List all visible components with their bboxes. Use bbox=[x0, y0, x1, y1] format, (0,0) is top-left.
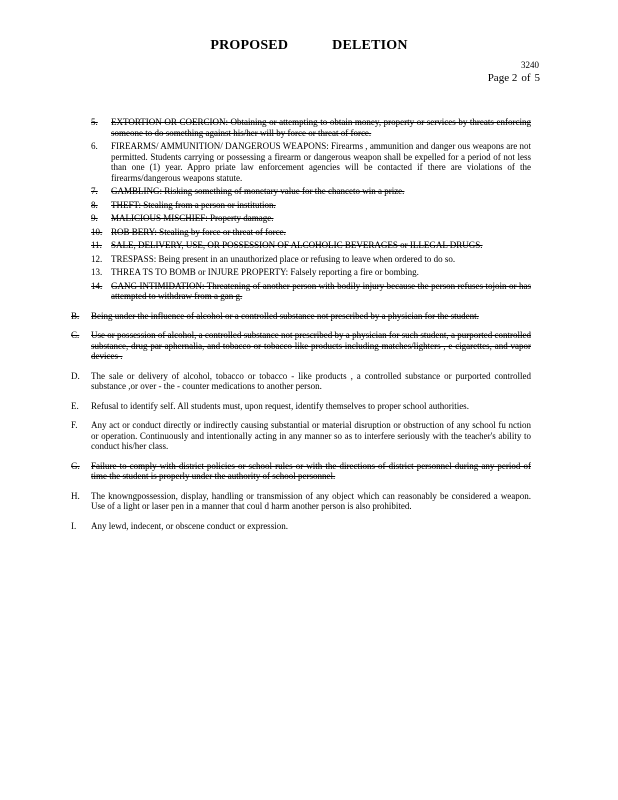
list-item-text: GANG INTIMIDATION: Threatening of another person with bodily injury because the person refuses tojoin or has attempted to withdraw from a gan g. bbox=[111, 280, 531, 301]
page-of: of bbox=[521, 72, 531, 84]
list-item-text: The knowngpossession, display, handling or transmission of any object which can reasonably be considered a weapon. Use of a light or laser pen in a manner that coul d harm another person is also prohibited. bbox=[91, 490, 531, 511]
list-item-text: THREA TS TO BOMB or INJURE PROPERTY: Falsely reporting a fire or bombing. bbox=[111, 267, 419, 277]
list-item-label: 14. bbox=[91, 280, 103, 291]
list-item bbox=[71, 371, 531, 392]
list-item-text: Refusal to identify self. All students must, upon request, identify themselves to proper school authorities. bbox=[91, 400, 469, 411]
list-item-label: 12. bbox=[91, 253, 103, 264]
list-item bbox=[91, 227, 531, 238]
list-item bbox=[91, 141, 531, 183]
list-item-text: Use or possession of alcohol, a controlled substance not prescribed by a physician for such student, a purported controlled substance, drug par aphernalia, and tobacco or tobacco like products including matches/lighters , e cigarettes, and vapor devices . bbox=[91, 330, 531, 361]
page-number bbox=[488, 72, 540, 84]
list-item-label: B. bbox=[71, 310, 80, 321]
list-item-label: 7. bbox=[91, 186, 98, 196]
list-item-label: 13. bbox=[91, 267, 103, 277]
list-item-label: I. bbox=[71, 520, 77, 531]
list-item bbox=[71, 461, 531, 482]
list-item-label: G. bbox=[71, 460, 80, 471]
list-item bbox=[71, 491, 531, 512]
list-item-label: D. bbox=[71, 370, 80, 381]
list-item bbox=[91, 200, 531, 211]
list-item-label: 5. bbox=[91, 117, 98, 127]
list-item-text: Being under the influence of alcohol or a controlled substance not prescribed by a physician for the student. bbox=[91, 310, 479, 321]
list-item bbox=[71, 311, 531, 322]
list-item bbox=[71, 420, 531, 452]
policy-list bbox=[71, 117, 531, 534]
list-item bbox=[91, 281, 531, 302]
list-item-label: 11. bbox=[91, 240, 102, 250]
list-item-text: Any act or conduct directly or indirectly causing substantial or material disruption or obstruction of any school fu nction or operation. Continuously and intentionally acting in any manner so as to interfere seriously with the teacher's ability to conduct his/her class. bbox=[91, 420, 531, 451]
list-item bbox=[91, 267, 531, 278]
title-word-proposed: PROPOSED bbox=[210, 38, 289, 53]
list-item-label: H. bbox=[71, 490, 80, 501]
list-item bbox=[71, 401, 531, 412]
list-item-text: MALICIOUS MISCHIEF: Property damage. bbox=[111, 213, 274, 223]
list-item-label: E. bbox=[71, 400, 79, 411]
list-item-label: C. bbox=[71, 330, 80, 340]
list-item-label: 8. bbox=[91, 199, 98, 210]
list-item-text: Failure to comply with district policies or school rules or with the directions of district personnel during any period of time the student is properly under the authority of school personnel. bbox=[91, 460, 531, 481]
list-item bbox=[71, 521, 531, 532]
list-item-text: EXTORTION OR COERCION: Obtaining or attempting to obtain money, property or services by threats enforcing someone to do something against his/her will by force or threat of force. bbox=[111, 117, 531, 138]
page-total: 5 bbox=[534, 72, 540, 84]
list-item-label: 10. bbox=[91, 226, 103, 237]
list-item-text: Any lewd, indecent, or obscene conduct or expression. bbox=[91, 520, 288, 531]
list-item-label: 6. bbox=[91, 141, 98, 151]
list-item-text: THEFT: Stealing from a person or institution. bbox=[111, 199, 276, 210]
list-item-text: TRESPASS: Being present in an unauthorized place or refusing to leave when ordered to do so. bbox=[111, 253, 456, 264]
list-item bbox=[91, 186, 531, 197]
title-word-deletion: DELETION bbox=[332, 38, 408, 53]
list-item-label: 9. bbox=[91, 213, 98, 223]
list-item-text: FIREARMS/ AMMUNITION/ DANGEROUS WEAPONS: Firearms , ammunition and danger ous weapons are not permitted. Students carrying or possessing a firearm or dangerous weapon shall be expelled for a period of not less than one (1) year. Appro priate law enforcement agencies will be contacted if there are violations of the firearms/dangerous weapons statute. bbox=[111, 141, 531, 183]
list-item bbox=[91, 117, 531, 138]
page-current: 2 bbox=[511, 72, 518, 84]
list-item-text: ROB BERY: Stealing by force or threat of force. bbox=[111, 226, 286, 237]
list-item bbox=[91, 213, 531, 224]
list-item-text: GAMBLING: Risking something of monetary value for the chanceto win a prize. bbox=[111, 186, 405, 196]
list-item-text: SALE, DELIVERY, USE, OR POSSESSION OF ALCOHOLIC BEVERAGES or ILLEGAL DRUGS. bbox=[111, 240, 483, 250]
document-number: 3240 bbox=[521, 60, 539, 70]
list-item bbox=[91, 240, 531, 251]
list-item-text: The sale or delivery of alcohol, tobacco or tobacco - like products , a controlled substance or purported controlled substance ,or over - the - counter medications to another person. bbox=[91, 370, 531, 391]
list-item bbox=[91, 254, 531, 265]
page-label: Page bbox=[487, 72, 510, 84]
page-title bbox=[0, 38, 618, 54]
list-item-label: F. bbox=[71, 420, 78, 430]
list-item bbox=[71, 330, 531, 362]
